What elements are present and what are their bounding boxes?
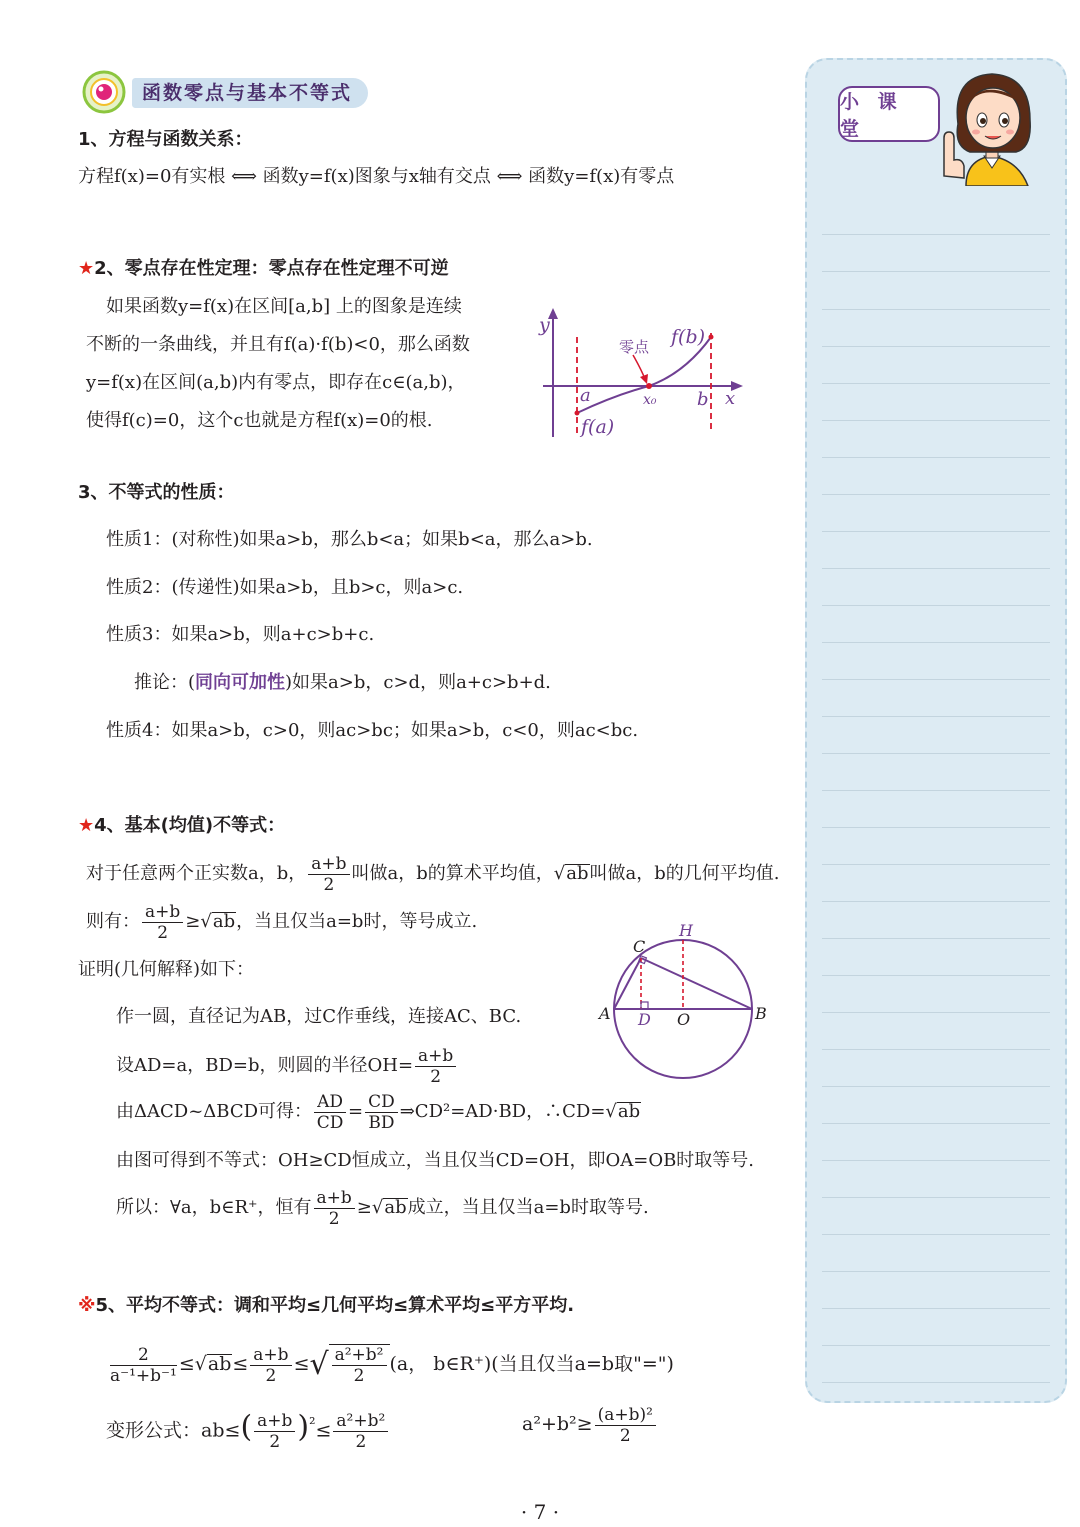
cd-bd-frac [365,1092,398,1133]
proof-step-4: 由图可得到不等式：OH≥CD恒成立，当且仅当CD=OH，即OA=OB时取等号. [116,1150,755,1171]
theorem-line-3: y=f(x)在区间(a,b)内有零点，即存在c∈(a,b)， [86,372,466,393]
note-line [822,1382,1050,1383]
sqrt-ab: ab [212,911,236,932]
mean-def-part3: 叫做a，b的几何平均值. [589,863,780,884]
basic-ineq-prefix: 则有： [86,911,140,932]
proof-step-3-text: 由ΔACD~ΔBCD可得： [116,1101,313,1122]
frac-den: 2 [269,1431,281,1452]
heading-inequality-properties: 3、不等式的性质： [78,482,235,503]
sqrt-ab: ab [617,1101,641,1122]
star-icon: ★ [78,815,95,836]
note-line [822,642,1050,643]
note-line [822,827,1050,828]
frac-num: CD [365,1092,398,1113]
theorem-line-4: 使得f(c)=0，这个c也就是方程f(x)=0的根. [86,410,433,431]
proof-conclusion: 所以：∀a，b∈R⁺，恒有 $\frac{a+b}{2}$ ≥√ab成立，当且仅当a=b时取等号. [116,1187,649,1229]
label-C: C [633,937,646,956]
square-of-sum-frac [595,1405,656,1446]
notes-panel [805,58,1067,1403]
mean-def-part1: 对于任意两个正实数a，b， [86,863,307,884]
heading-mean-inequality-text: 5、平均不等式：调和平均≤几何平均≤算术平均≤平方平均. [95,1295,575,1316]
quadratic-mean-root [329,1344,390,1386]
le-sign: ≤ [232,1353,249,1375]
zero-arrowhead [640,374,648,384]
conclusion-suffix: 成立，当且仅当a=b时取等号. [407,1197,649,1218]
corollary-text: )如果a>b，c>d，则a+c>b+d. [285,672,551,693]
frac-den: CD [316,1112,344,1133]
frac-num: a+b [415,1046,456,1067]
note-line [822,568,1050,569]
note-line [822,679,1050,680]
le-sign: ≤ [178,1353,195,1375]
frac-num: AD [314,1092,346,1113]
note-line [822,864,1050,865]
frac-num: a+b [308,854,349,875]
classroom-badge: 小 课 堂 [838,86,940,142]
frac-den: 2 [157,922,169,943]
label-b: b [697,389,709,410]
note-line [822,234,1050,235]
label-D: D [638,1010,651,1029]
frac-num: (a+b)² [595,1405,656,1426]
note-line [822,531,1050,532]
frac-den: 2 [328,1208,340,1229]
proof-step-3: 由ΔACD~ΔBCD可得： $\frac{AD}{CD}$ = $\frac{CD}{BD}$ ⇒CD²=AD·BD，∴CD=√ab [116,1091,641,1133]
proof-step-1: 作一圆，直径记为AB，过C作垂线，连接AC、BC. [116,1006,522,1027]
property-3: 性质3：如果a>b，则a+c>b+c. [106,624,375,645]
note-line [822,1197,1050,1198]
note-line [822,1271,1050,1272]
note-line [822,1012,1050,1013]
proof-step-3-result: ⇒CD²=AD·BD，∴CD= [399,1101,606,1122]
section-icon [82,70,126,114]
frac-num: a+b [142,902,183,923]
corollary [134,671,551,695]
label-H: H [679,921,693,940]
heading-equation-function: 1、方程与函数关系： [78,129,253,150]
heading-basic-inequality-text: 4、基本(均值)不等式： [94,815,286,836]
frac-den: 2 [265,1365,277,1386]
frac-num: a²+b² [333,1411,388,1432]
label-x0: x₀ [643,392,657,408]
le-sign: ≤ [293,1353,310,1375]
note-line [822,1049,1050,1050]
note-line [822,901,1050,902]
star-icon: ★ [78,258,95,279]
mean-definition: 对于任意两个正实数a，b， $\frac{a+b}{2}$ 叫做a，b的算术平均值，√ab叫做a，b的几何平均值. [86,853,780,895]
frac-num: a+b [254,1411,295,1432]
frac-den: a⁻¹+b⁻¹ [110,1365,177,1386]
basic-ineq-suffix: ，当且仅当a=b时，等号成立. [236,911,478,932]
property-1: 性质1：(对称性)如果a>b，那么b<a；如果b<a，那么a>b. [106,529,593,550]
frac-den: 2 [323,874,335,895]
arith-mean-frac [254,1411,295,1452]
zero-theorem-graph [535,305,750,440]
label-x: x [725,388,736,409]
frac-den: 2 [355,1431,367,1452]
conclusion-prefix: 所以：∀a，b∈R⁺，恒有 [116,1197,312,1218]
frac-num: 2 [110,1345,177,1366]
arith-mean-frac [142,902,183,943]
frac-den: 2 [430,1066,442,1087]
property-2: 性质2：(传递性)如果a>b，且b>c，则a>c. [106,577,464,598]
note-line [822,753,1050,754]
frac-den: 2 [619,1425,631,1446]
proof-step-2-text: 设AD=a，BD=b，则圆的半径OH= [116,1055,414,1076]
note-line [822,309,1050,310]
proof-step-2 [116,1044,458,1088]
note-line [822,1308,1050,1309]
right-angle-d [641,1002,648,1009]
label-a: a [580,385,591,406]
label-fb: f(b) [671,326,706,348]
sqrt-ab: ab [207,1353,232,1375]
ad-cd-frac [314,1092,346,1133]
arith-mean-frac [314,1188,355,1229]
sqrt-ab: ab [384,1197,407,1218]
label-A: A [599,1004,611,1023]
point-a [575,411,580,416]
note-line [822,975,1050,976]
arith-mean-frac [308,854,349,895]
segment-bc [641,958,752,1009]
quadratic-mean-frac [332,1345,387,1386]
label-O: O [677,1010,691,1029]
section-title: 函数零点与基本不等式 [142,82,353,104]
note-line [822,1160,1050,1161]
note-line [822,790,1050,791]
ge-sign: ≥ [356,1197,372,1218]
label-fa: f(a) [581,416,615,438]
a2b2-ge: a²+b²≥ [522,1413,593,1435]
note-line [822,1234,1050,1235]
heading-zero-theorem-text: 2、零点存在性定理：零点存在性定理不可逆 [94,258,449,279]
note-line [822,716,1050,717]
heading-zero-theorem [78,257,449,281]
radius-frac [415,1046,456,1087]
page-number: · 7 · [520,1500,560,1524]
zero-arrow [633,355,645,379]
frac-num: a+b [314,1188,355,1209]
corollary-prefix: 推论：( [134,672,196,693]
note-line [822,271,1050,272]
ab-le: ab≤ [201,1419,241,1442]
transform-formula-1 [106,1398,390,1456]
note-line [822,457,1050,458]
le-sign: ≤ [315,1419,332,1442]
label-y: y [539,314,550,336]
quadratic-frac [333,1411,388,1452]
note-line [822,605,1050,606]
arith-mean-frac [250,1345,291,1386]
corollary-highlight: 同向可加性 [195,672,286,693]
transform-label: 变形公式： [106,1419,202,1442]
mean-condition: (a， b∈R⁺)(当且仅当a=b取"=") [389,1353,674,1375]
frac-num: a²+b² [332,1345,387,1366]
mean-def-part2: 叫做a，b的算术平均值， [351,863,554,884]
harmonic-mean-frac [110,1345,177,1386]
equation-function-relation: 方程f(x)=0有实根 ⟺ 函数y=f(x)图象与x轴有交点 ⟺ 函数y=f(x)有零点 [78,166,675,187]
note-line [822,383,1050,384]
heading-mean-inequality [78,1294,574,1318]
basic-inequality: 则有： $\frac{a+b}{2}$ ≥√ab，当且仅当a=b时，等号成立. [86,901,478,943]
geometric-proof-diagram [595,920,775,1085]
paren-left: ( [240,1409,253,1445]
frac-den: BD [368,1112,395,1133]
note-line [822,938,1050,939]
reference-mark-icon: ※ [78,1295,96,1316]
sqrt-ab: ab [566,863,589,884]
note-line [822,346,1050,347]
transform-formula-2 [522,1398,658,1450]
note-line [822,494,1050,495]
teacher-illustration [936,68,1036,186]
frac-den: 2 [353,1366,365,1386]
frac-num: a+b [250,1345,291,1366]
note-line [822,420,1050,421]
mean-inequality-chain: $\frac{2}{\text{a⁻¹+b⁻¹}}$ ≤√ab≤ $\frac{a+b}{2}$ ≤√ $\frac{\text{a²+b²}}{2}$ (a， b∈R⁺)(当且仅当a=b取"=") [110,1344,674,1386]
note-line [822,1086,1050,1087]
square-exponent: ² [309,1414,316,1433]
heading-basic-inequality [78,814,285,838]
paren-right: ) [297,1409,310,1445]
note-line [822,1123,1050,1124]
theorem-line-2: 不断的一条曲线，并且有f(a)·f(b)<0，那么函数 [86,334,470,355]
label-zero: 零点 [619,338,650,356]
theorem-line-1: 如果函数y=f(x)在区间[a,b] 上的图象是连续 [106,296,462,317]
note-line [822,1345,1050,1346]
label-B: B [755,1004,767,1023]
property-4: 性质4：如果a>b，c>0，则ac>bc；如果a>b，c<0，则ac<bc. [106,720,639,741]
point-b [709,335,714,340]
ge-sign: ≥ [185,911,201,932]
proof-heading: 证明(几何解释)如下： [78,959,255,980]
